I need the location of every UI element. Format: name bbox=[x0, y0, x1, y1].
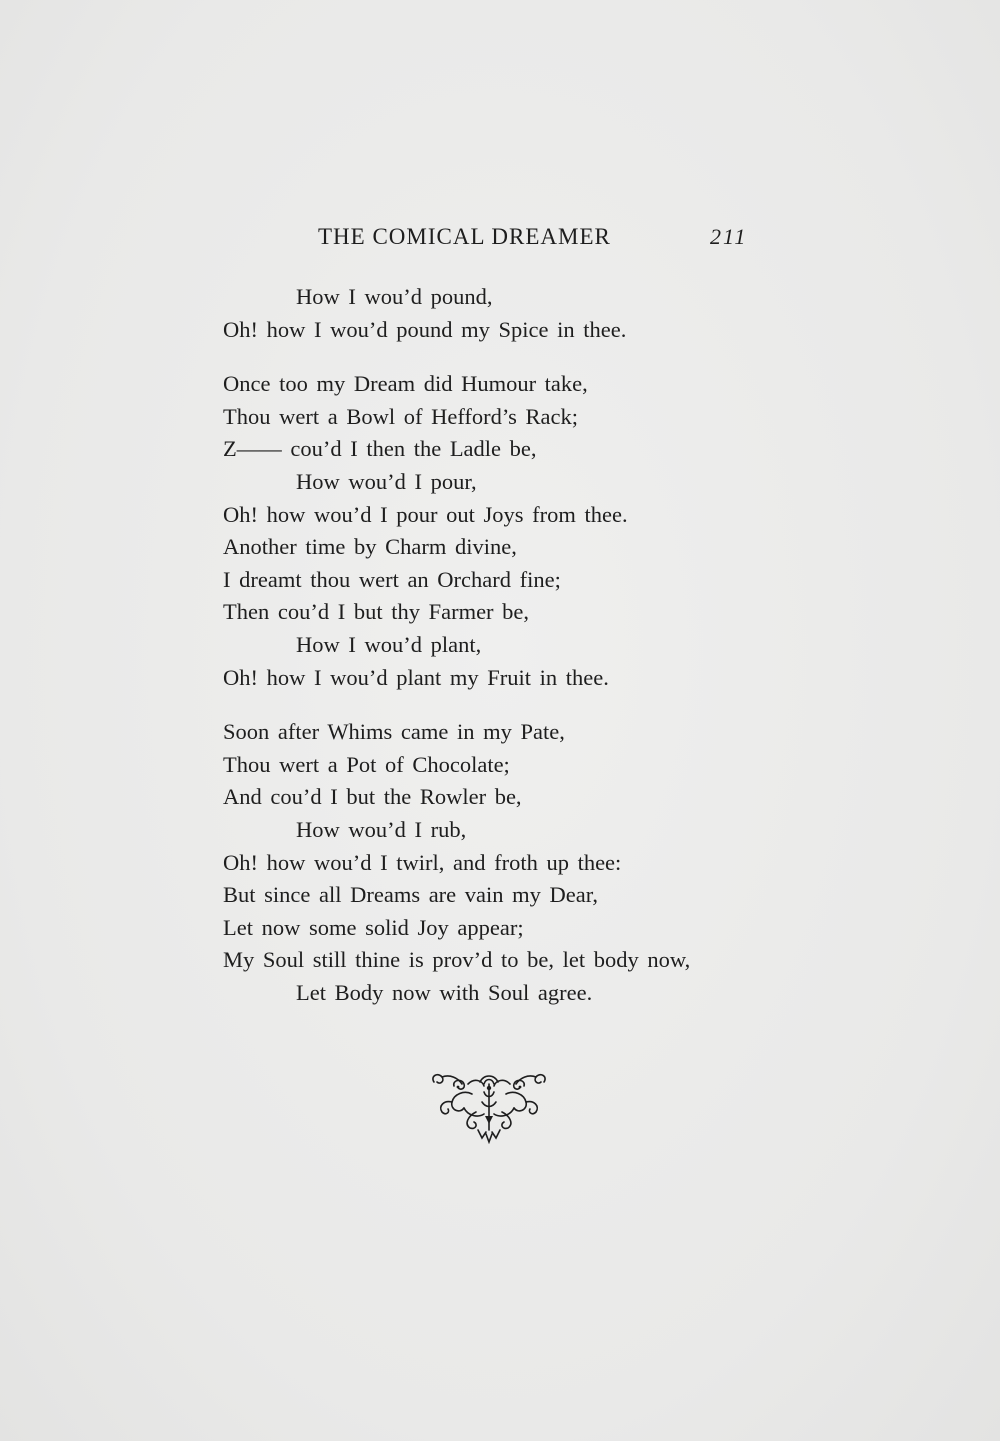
poem-line: How wou’d I rub, bbox=[296, 816, 467, 842]
poem-line: Z—— cou’d I then the Ladle be, bbox=[223, 436, 537, 462]
poem-line: I dreamt thou wert an Orchard fine; bbox=[223, 566, 561, 592]
poem-line: Let now some solid Joy appear; bbox=[223, 914, 524, 940]
poem-line: Another time by Charm divine, bbox=[223, 534, 517, 560]
running-title: THE COMICAL DREAMER bbox=[318, 224, 611, 249]
page-number: 211 bbox=[710, 224, 748, 249]
stanza bbox=[223, 281, 763, 346]
poem-line: Let Body now with Soul agree. bbox=[296, 979, 593, 1005]
poem-line: Oh! how I wou’d plant my Fruit in thee. bbox=[223, 664, 609, 690]
poem-line: Soon after Whims came in my Pate, bbox=[223, 719, 565, 745]
poem-line: Once too my Dream did Humour take, bbox=[223, 371, 588, 397]
poem-line: Oh! how I wou’d pound my Spice in thee. bbox=[223, 316, 627, 342]
poem-line: My Soul still thine is prov’d to be, let body now, bbox=[223, 947, 691, 973]
poem-line: But since all Dreams are vain my Dear, bbox=[223, 882, 598, 908]
running-head bbox=[318, 224, 758, 258]
poem-line: Thou wert a Pot of Chocolate; bbox=[223, 751, 510, 777]
poem-line: Oh! how wou’d I twirl, and froth up thee: bbox=[223, 849, 622, 875]
poem-line: And cou’d I but the Rowler be, bbox=[223, 784, 522, 810]
poem-line: How I wou’d pound, bbox=[296, 284, 493, 309]
stanza bbox=[223, 716, 763, 1009]
stanza bbox=[223, 368, 763, 694]
poem-line: Then cou’d I but thy Farmer be, bbox=[223, 599, 530, 625]
floral-ornament-icon bbox=[428, 1072, 550, 1144]
poem-line: How I wou’d plant, bbox=[296, 631, 482, 657]
poem-line: How wou’d I pour, bbox=[296, 468, 477, 494]
poem-line: Oh! how wou’d I pour out Joys from thee. bbox=[223, 501, 628, 527]
poem-line: Thou wert a Bowl of Hefford’s Rack; bbox=[223, 403, 579, 429]
poem bbox=[223, 281, 763, 1009]
